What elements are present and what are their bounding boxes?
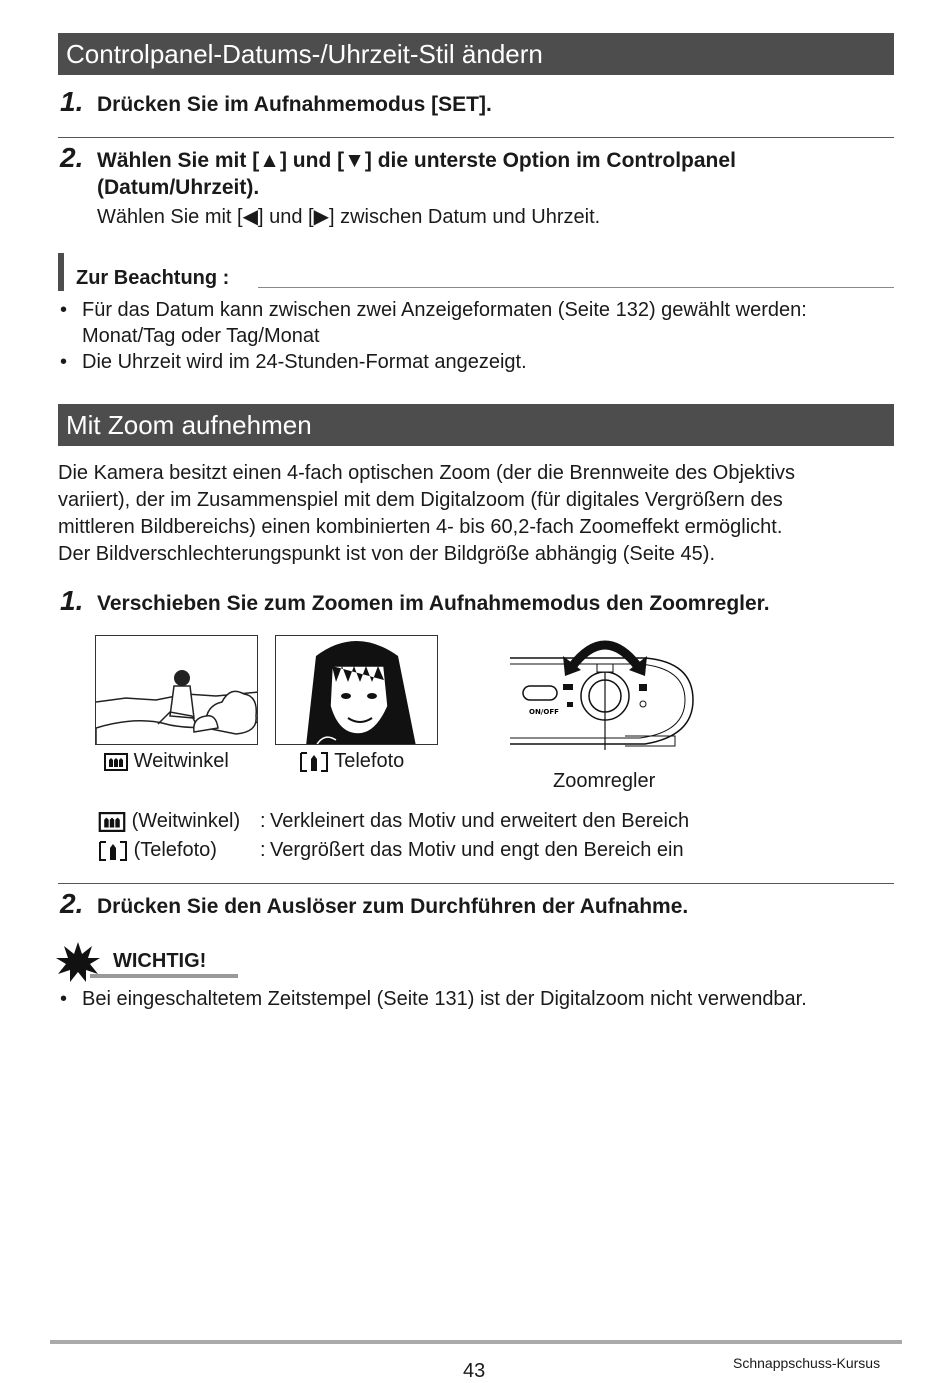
legend-sep: : [260, 810, 266, 832]
note-rule [258, 287, 894, 288]
section-title-datetime-style: Controlpanel-Datums-/Uhrzeit-Stil ändern [58, 33, 894, 75]
intro-line: Der Bildverschlechterungspunkt ist von der Bildgröße abhängig (Seite 45). [58, 543, 716, 565]
step-detail: Wählen Sie mit [◀] und [▶] zwischen Datum und Uhrzeit. [97, 206, 601, 228]
step-instruction: Verschieben Sie zum Zoomen im Aufnahmemodus den Zoomregler. [97, 592, 770, 615]
note-heading: Zur Beachtung : [76, 267, 230, 289]
wide-angle-illustration [95, 635, 258, 745]
step-number: 2. [60, 142, 84, 173]
zoom-lever-caption: Zoomregler [553, 770, 656, 792]
intro-paragraph [58, 460, 898, 568]
telephoto-caption [299, 750, 404, 773]
step-instruction: Drücken Sie im Aufnahmemodus [SET]. [97, 93, 492, 116]
legend-tele [98, 837, 217, 864]
note-bullet-line: Die Uhrzeit wird im 24-Stunden-Format angezeigt. [82, 351, 527, 373]
page-number: 43 [463, 1360, 486, 1382]
bullet-dot: • [60, 988, 68, 1010]
footer-rule [50, 1340, 902, 1344]
divider [58, 883, 894, 884]
intro-line: variiert), der im Zusammenspiel mit dem Digitalzoom (für digitales Vergrößern des [58, 489, 783, 511]
legend-sep: : [260, 839, 266, 861]
camera-onoff-label: ON/OFF [529, 708, 559, 716]
note-bullet-line: Monat/Tag oder Tag/Monat [82, 325, 320, 347]
legend-term: (Telefoto) [133, 839, 217, 861]
important-underline [90, 974, 238, 978]
telephoto-icon [299, 751, 329, 773]
important-heading: WICHTIG! [113, 950, 207, 972]
section-title-zoom: Mit Zoom aufnehmen [58, 404, 894, 446]
camera-top-illustration [505, 628, 700, 750]
step-instruction-line2: (Datum/Uhrzeit). [97, 176, 260, 199]
divider [58, 137, 894, 138]
legend-wide [98, 808, 240, 835]
note-marker [58, 253, 64, 291]
legend-term: (Weitwinkel) [131, 810, 241, 832]
bullet-dot: • [60, 351, 68, 373]
wide-angle-caption [104, 750, 229, 773]
telephoto-icon [98, 840, 128, 862]
step-number: 1. [60, 86, 84, 117]
step-instruction-line1: Wählen Sie mit [▲] und [▼] die unterste Option im Controlpanel [97, 149, 736, 172]
legend-desc: Vergrößert das Motiv und engt den Bereich ein [270, 839, 684, 861]
legend-desc: Verkleinert das Motiv und erweitert den Bereich [270, 810, 690, 832]
intro-line: Die Kamera besitzt einen 4-fach optischen Zoom (der die Brennweite des Objektivs [58, 462, 796, 484]
step-instruction: Drücken Sie den Auslöser zum Durchführen der Aufnahme. [97, 895, 689, 918]
camera-zoom-lever-image [505, 628, 700, 750]
telephoto-illustration [275, 635, 438, 745]
step-number: 2. [60, 888, 84, 919]
note-bullet-line: Für das Datum kann zwischen zwei Anzeigeformaten (Seite 132) gewählt werden: [82, 299, 807, 321]
footer-section-name: Schnappschuss-Kursus [733, 1355, 881, 1371]
bullet-dot: • [60, 299, 68, 321]
wide-angle-icon [104, 753, 128, 771]
important-bullet: Bei eingeschaltetem Zeitstempel (Seite 131) ist der Digitalzoom nicht verwendbar. [82, 988, 807, 1010]
telephoto-label: Telefoto [334, 750, 405, 772]
portrait-face-image [276, 636, 438, 745]
landscape-person-image [96, 636, 258, 745]
wide-angle-label: Weitwinkel [133, 750, 229, 772]
step-number: 1. [60, 585, 84, 616]
wide-angle-icon [98, 812, 126, 832]
intro-line: mittleren Bildbereichs) einen kombinierten 4- bis 60,2-fach Zoomeffekt ermöglicht. [58, 516, 783, 538]
